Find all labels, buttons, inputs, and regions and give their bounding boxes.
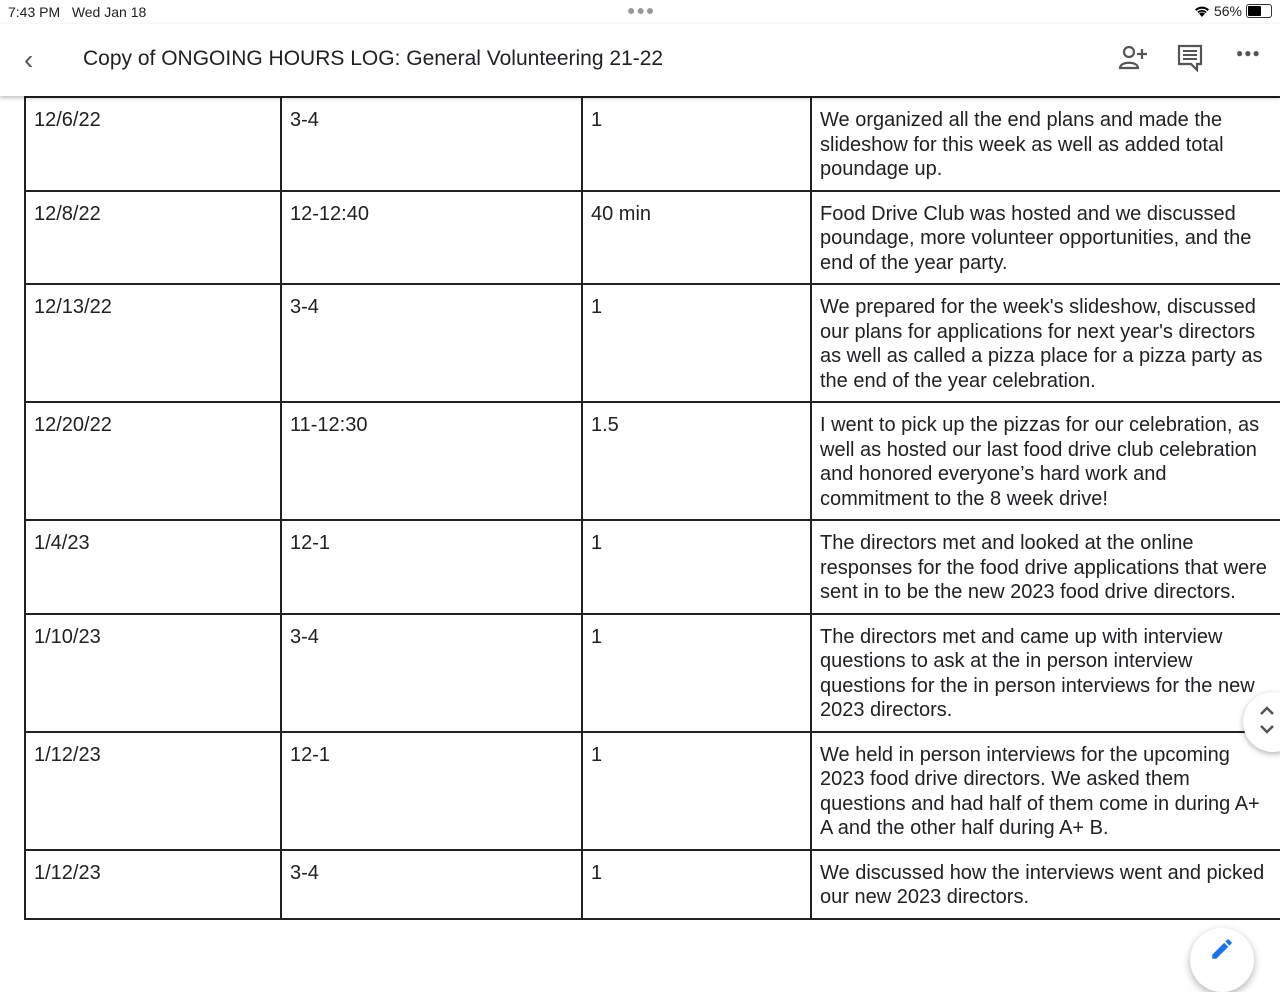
description-line: The directors met and came up with interview	[820, 625, 1223, 648]
description-cell[interactable]	[811, 284, 1280, 402]
description-line: end of the year party.	[820, 251, 1008, 274]
time-cell[interactable]: 3-4	[281, 284, 582, 402]
date-cell[interactable]: 1/10/23	[25, 614, 281, 732]
description-line: We prepared for the week's slideshow, discussed	[820, 296, 1256, 318]
hours-cell[interactable]: 1	[582, 850, 811, 919]
back-button[interactable]: ‹	[24, 44, 34, 75]
description-line: questions to ask at the in person interview	[820, 650, 1193, 672]
multitasking-dots-icon[interactable]: ●●●	[627, 2, 656, 18]
fast-scroll-handle[interactable]	[1243, 692, 1280, 752]
description-line: We discussed how the interviews went and picked	[820, 861, 1265, 884]
edit-button[interactable]	[1190, 928, 1254, 992]
date-cell[interactable]: 12/13/22	[25, 284, 281, 402]
pencil-icon	[1209, 936, 1235, 962]
hours-cell[interactable]: 1	[582, 614, 811, 732]
table-row	[25, 732, 1280, 850]
date-cell[interactable]: 12/6/22	[25, 97, 281, 191]
description-line: We held in person interviews for the upcoming	[820, 743, 1230, 766]
description-cell[interactable]	[811, 520, 1280, 614]
hours-cell[interactable]: 1	[582, 732, 811, 850]
description-cell[interactable]	[811, 97, 1280, 191]
description-line: our new 2023 directors.	[820, 886, 1030, 908]
table-row	[25, 284, 1280, 402]
hours-cell[interactable]: 40 min	[582, 191, 811, 285]
battery-icon	[1246, 4, 1272, 18]
description-cell[interactable]	[811, 850, 1280, 919]
hours-cell[interactable]: 1.5	[582, 402, 811, 520]
date-cell[interactable]: 1/12/23	[25, 850, 281, 919]
description-line: responses for the food drive applications that were	[820, 556, 1267, 579]
description-line: the end of the year celebration.	[820, 369, 1096, 392]
description-line: questions for the in person interviews for the new	[820, 674, 1255, 697]
description-line: questions and had half of them come in during A+	[820, 792, 1260, 815]
date-cell[interactable]: 12/20/22	[25, 402, 281, 520]
date-cell[interactable]: 12/8/22	[25, 191, 281, 285]
status-bar	[0, 0, 1280, 24]
time-cell[interactable]: 3-4	[281, 614, 582, 732]
table-row	[25, 614, 1280, 732]
hours-log-table	[24, 96, 1280, 920]
time-cell[interactable]: 11-12:30	[281, 402, 582, 520]
description-line: sent in to be the new 2023 food drive directors.	[820, 581, 1236, 603]
share-add-person-icon[interactable]	[1118, 44, 1148, 72]
description-line: poundage up.	[820, 158, 943, 180]
time-cell[interactable]: 12-1	[281, 732, 582, 850]
description-line: 2023 directors.	[820, 699, 953, 721]
hours-cell[interactable]: 1	[582, 97, 811, 191]
time-cell[interactable]: 3-4	[281, 97, 582, 191]
description-line: commitment to the 8 week drive!	[820, 487, 1108, 510]
battery-percent: 56%	[1213, 3, 1242, 19]
description-line: The directors met and looked at the online	[820, 532, 1194, 554]
table-row	[25, 402, 1280, 520]
chevron-up-down-icon	[1243, 692, 1280, 752]
document-title: Copy of ONGOING HOURS LOG: General Volunteering 21-22	[83, 47, 664, 70]
description-line: poundage, more volunteer opportunities, and the	[820, 227, 1252, 249]
time-cell[interactable]: 12-12:40	[281, 191, 582, 285]
description-line: Food Drive Club was hosted and we discussed	[820, 202, 1236, 225]
hours-cell[interactable]: 1	[582, 284, 811, 402]
description-line: 2023 food drive directors. We asked them	[820, 768, 1190, 790]
table-row	[25, 520, 1280, 614]
description-line: A and the other half during A+ B.	[820, 817, 1109, 839]
hours-cell[interactable]: 1	[582, 520, 811, 614]
wifi-icon	[1194, 5, 1210, 17]
table-row	[25, 850, 1280, 919]
date-cell[interactable]: 1/12/23	[25, 732, 281, 850]
description-cell[interactable]	[811, 614, 1280, 732]
description-line: well as hosted our last food drive club celebration	[820, 438, 1257, 461]
time-cell[interactable]: 12-1	[281, 520, 582, 614]
description-line: and honored everyone’s hard work and	[820, 463, 1167, 485]
description-line: I went to pick up the pizzas for our celebration, as	[820, 414, 1260, 436]
description-cell[interactable]	[811, 402, 1280, 520]
description-line: slideshow for this week as well as added total	[820, 133, 1224, 156]
description-cell[interactable]	[811, 732, 1280, 850]
app-bar	[0, 24, 1280, 96]
status-time: 7:43 PM Wed Jan 18	[8, 4, 147, 20]
more-options-icon[interactable]: ●●●	[1236, 46, 1261, 60]
description-line: as well as called a pizza place for a pizza party as	[820, 345, 1263, 367]
table-row	[25, 191, 1280, 285]
description-line: We organized all the end plans and made the	[820, 109, 1223, 131]
comment-icon[interactable]	[1177, 44, 1203, 72]
description-line: our plans for applications for next year's directors	[820, 320, 1256, 343]
date-cell[interactable]: 1/4/23	[25, 520, 281, 614]
document-body[interactable]	[0, 96, 1280, 960]
description-cell[interactable]	[811, 191, 1280, 285]
time-cell[interactable]: 3-4	[281, 850, 582, 919]
table-row	[25, 97, 1280, 191]
